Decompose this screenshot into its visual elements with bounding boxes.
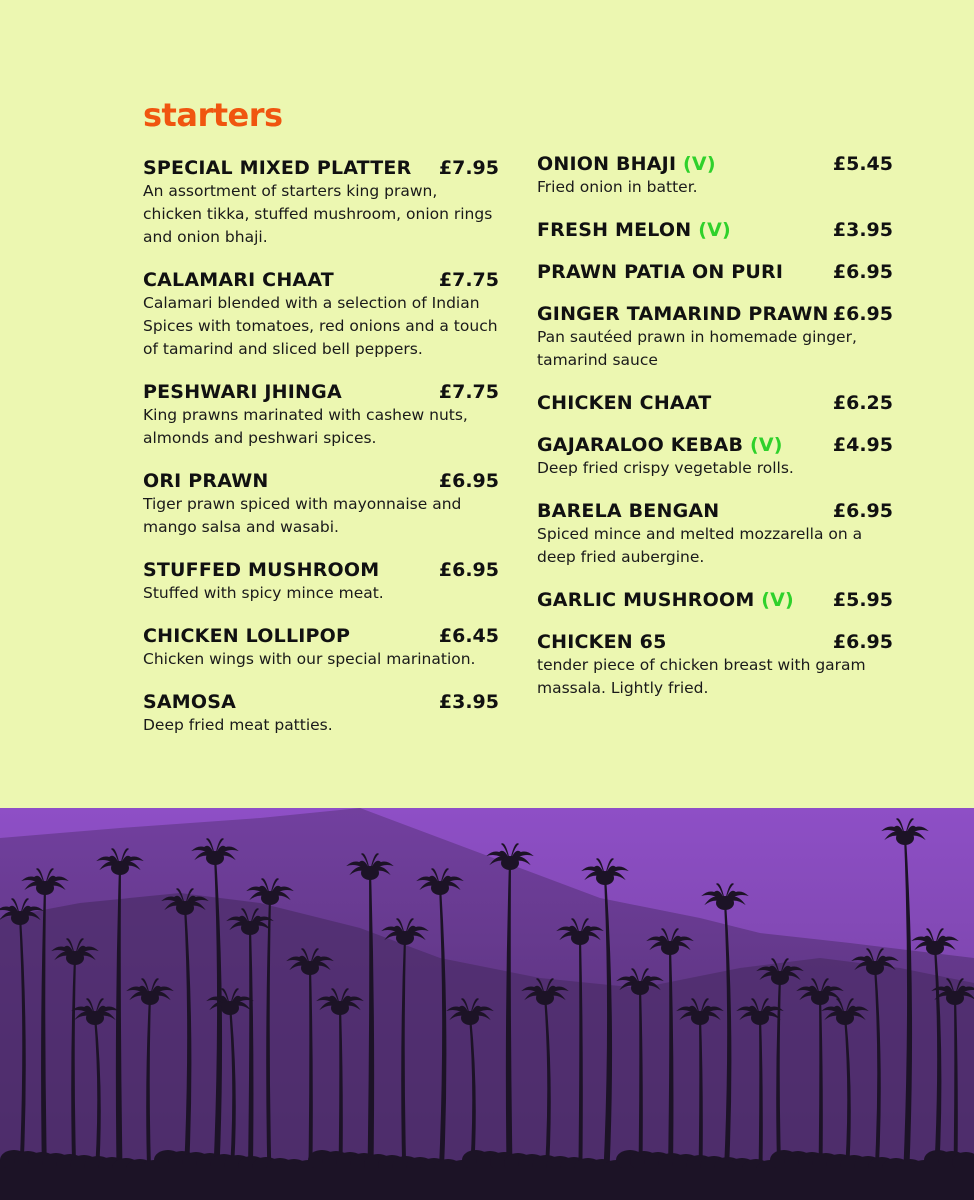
menu-item-price: £6.95: [832, 261, 893, 283]
menu-item-name-text: PRAWN PATIA ON PURI: [537, 261, 784, 283]
menu-item-price: £6.95: [438, 470, 499, 492]
menu-item-header: [143, 157, 499, 179]
menu-item-name-text: SPECIAL MIXED PLATTER: [143, 157, 412, 179]
menu-item: [537, 434, 893, 480]
menu-item-description: Calamari blended with a selection of Indian Spices with tomatoes, red onions and a touch of tamarind and sliced bell peppers.: [143, 294, 498, 358]
menu-column-right: [537, 153, 893, 720]
menu-item-name: [537, 219, 731, 241]
menu-item-name: [537, 589, 794, 611]
menu-item-description: Chicken wings with our special marination.: [143, 650, 476, 668]
menu-item-name-text: PESHWARI JHINGA: [143, 381, 342, 403]
menu-item-name: [537, 261, 783, 283]
menu-item: [537, 631, 893, 700]
menu-item-price: £7.75: [438, 269, 499, 291]
menu-item: [143, 381, 499, 450]
menu-item-header: [143, 625, 499, 647]
vegetarian-marker: (V): [749, 434, 783, 456]
menu-item-header: [143, 269, 499, 291]
menu-item-description: Tiger prawn spiced with mayonnaise and mango salsa and wasabi.: [143, 495, 462, 536]
menu-item: [537, 219, 893, 241]
menu-item-description: Spiced mince and melted mozzarella on a deep fried aubergine.: [537, 525, 863, 566]
menu-item-description: King prawns marinated with cashew nuts, almonds and peshwari spices.: [143, 406, 468, 447]
menu-item-name: [143, 381, 342, 403]
menu-item-name-text: FRESH MELON: [537, 219, 692, 241]
menu-item-price: £5.45: [832, 153, 893, 175]
menu-item-header: [537, 631, 893, 653]
menu-item-description: Pan sautéed prawn in homemade ginger, tamarind sauce: [537, 328, 857, 369]
menu-item-name-text: CHICKEN 65: [537, 631, 667, 653]
menu-item-name-text: BARELA BENGAN: [537, 500, 720, 522]
menu-item-name-text: CHICKEN LOLLIPOP: [143, 625, 351, 647]
menu-item: [143, 470, 499, 539]
menu-item-name-text: GINGER TAMARIND PRAWN: [537, 303, 829, 325]
menu-item-name: [537, 500, 719, 522]
menu-item-header: [537, 500, 893, 522]
menu-item-name: [143, 269, 334, 291]
menu-item: [537, 392, 893, 414]
menu-item: [143, 269, 499, 361]
menu-item-name: [537, 153, 716, 175]
palm-trees-silhouette-icon: [0, 808, 974, 1200]
menu-item-description: Deep fried meat patties.: [143, 716, 333, 734]
menu-column-left: [143, 157, 499, 757]
vegetarian-marker: (V): [761, 589, 794, 611]
menu-item-name: [143, 470, 269, 492]
menu-item-price: £6.45: [438, 625, 499, 647]
menu-item-name: [537, 303, 829, 325]
menu-item-header: [143, 691, 499, 713]
menu-item-price: £3.95: [438, 691, 499, 713]
menu-item-name: [537, 434, 783, 456]
menu-item: [537, 500, 893, 569]
menu-item-price: £6.95: [832, 631, 893, 653]
menu-item-name: [143, 691, 236, 713]
menu-item-name-text: ONION BHAJI: [537, 153, 677, 175]
menu-item-price: £4.95: [832, 434, 893, 456]
menu-item: [143, 691, 499, 737]
menu-item-price: £3.95: [832, 219, 893, 241]
menu-item-price: £6.95: [832, 500, 893, 522]
menu-item-header: [537, 434, 893, 456]
menu-item-description: tender piece of chicken breast with garam massala. Lightly fried.: [537, 656, 866, 697]
menu-item-price: £5.95: [832, 589, 893, 611]
menu-item-name: [537, 392, 711, 414]
vegetarian-marker: (V): [698, 219, 731, 241]
menu-item-price: £7.95: [438, 157, 499, 179]
menu-item-header: [537, 153, 893, 175]
menu-item-header: [143, 559, 499, 581]
menu-item-price: £7.75: [438, 381, 499, 403]
menu-item-header: [537, 392, 893, 414]
menu-item-header: [143, 381, 499, 403]
menu-item: [537, 153, 893, 199]
menu-item-name-text: CALAMARI CHAAT: [143, 269, 334, 291]
section-title: starters: [143, 96, 283, 134]
menu-item-price: £6.95: [438, 559, 499, 581]
menu-item: [143, 157, 499, 249]
menu-item-description: Deep fried crispy vegetable rolls.: [537, 459, 794, 477]
menu-item-name: [537, 631, 667, 653]
menu-item-name: [143, 559, 379, 581]
menu-item-name-text: ORI PRAWN: [143, 470, 269, 492]
menu-item-price: £6.95: [832, 303, 893, 325]
menu-item-description: Stuffed with spicy mince meat.: [143, 584, 384, 602]
menu-item-header: [537, 303, 893, 325]
menu-item-description: Fried onion in batter.: [537, 178, 698, 196]
menu-item: [537, 261, 893, 283]
menu-item-header: [537, 589, 893, 611]
menu-item-name: [143, 157, 411, 179]
menu-item: [537, 589, 893, 611]
menu-item-header: [537, 261, 893, 283]
menu-item-header: [143, 470, 499, 492]
vegetarian-marker: (V): [683, 153, 716, 175]
menu-item-name-text: GARLIC MUSHROOM: [537, 589, 755, 611]
menu-item: [143, 559, 499, 605]
menu-item-name: [143, 625, 350, 647]
menu-item-name-text: SAMOSA: [143, 691, 237, 713]
menu-item-name-text: CHICKEN CHAAT: [537, 392, 712, 414]
menu-item-header: [537, 219, 893, 241]
menu-item: [537, 303, 893, 372]
menu-item-description: An assortment of starters king prawn, chicken tikka, stuffed mushroom, onion rings and onion bhaji.: [143, 182, 493, 246]
menu-item: [143, 625, 499, 671]
menu-item-name-text: STUFFED MUSHROOM: [143, 559, 380, 581]
menu-item-price: £6.25: [832, 392, 893, 414]
menu-item-name-text: GAJARALOO KEBAB: [537, 434, 744, 456]
